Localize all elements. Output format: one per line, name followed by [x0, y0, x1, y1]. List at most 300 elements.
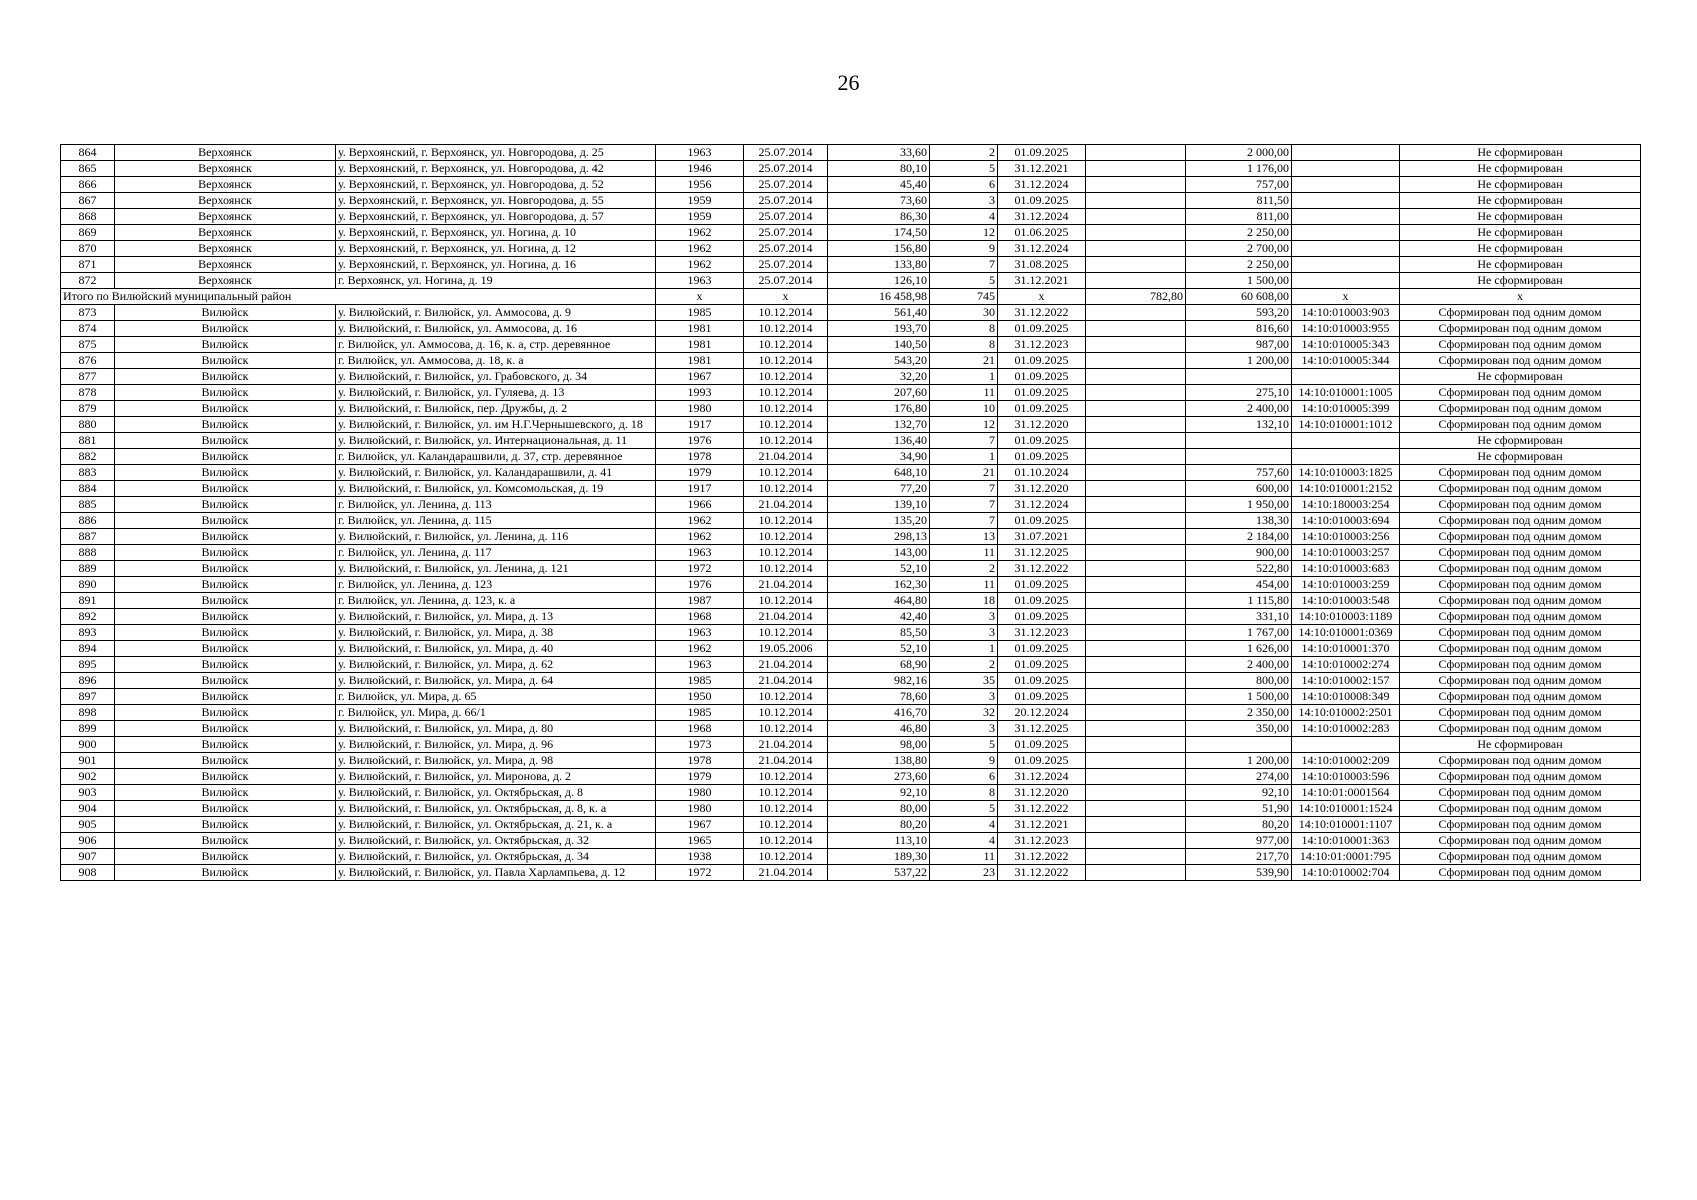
housing-registry-table: [60, 144, 1641, 881]
land-area-value-cell: 811,00: [1186, 209, 1292, 225]
table-row: [61, 801, 1641, 817]
row-number-cell: 867: [61, 193, 115, 209]
settlement-name-cell: Вилюйск: [115, 417, 336, 433]
table-row: [61, 577, 1641, 593]
land-status-cell: Сформирован под одним домом: [1400, 705, 1641, 721]
table-row: [61, 513, 1641, 529]
recognition-date-cell: 10.12.2014: [744, 401, 828, 417]
address-cell: г. Вилюйск, ул. Ленина, д. 117: [336, 545, 656, 561]
residents-count-cell: 5: [930, 161, 998, 177]
year-built-cell: 1962: [656, 641, 744, 657]
resettlement-deadline-cell: 01.09.2025: [998, 385, 1086, 401]
land-area-value-cell: 816,60: [1186, 321, 1292, 337]
residents-count-cell: 18: [930, 593, 998, 609]
area-value-cell: 68,90: [828, 657, 930, 673]
resettlement-deadline-cell: 01.09.2025: [998, 369, 1086, 385]
settlement-name-cell: Вилюйск: [115, 337, 336, 353]
address-cell: у. Верхоянский, г. Верхоянск, ул. Ногина, д. 16: [336, 257, 656, 273]
residents-count-cell: 1: [930, 449, 998, 465]
land-status-cell: Сформирован под одним домом: [1400, 833, 1641, 849]
area-value-cell: 92,10: [828, 785, 930, 801]
year-built-cell: 1967: [656, 369, 744, 385]
total-date: x: [744, 289, 828, 305]
recognition-date-cell: 10.12.2014: [744, 321, 828, 337]
land-area-value-cell: [1186, 449, 1292, 465]
recognition-date-cell: 21.04.2014: [744, 657, 828, 673]
row-number-cell: 908: [61, 865, 115, 881]
area-value-cell: 42,40: [828, 609, 930, 625]
recognition-date-cell: 25.07.2014: [744, 273, 828, 289]
cadastral-number-cell: [1292, 209, 1400, 225]
extra-value-cell: [1086, 385, 1186, 401]
area-value-cell: 86,30: [828, 209, 930, 225]
extra-value-cell: [1086, 849, 1186, 865]
settlement-name-cell: Вилюйск: [115, 369, 336, 385]
residents-count-cell: 11: [930, 577, 998, 593]
address-cell: у. Вилюйский, г. Вилюйск, ул. Октябрьская, д. 21, к. а: [336, 817, 656, 833]
land-area-value-cell: 138,30: [1186, 513, 1292, 529]
settlement-name-cell: Вилюйск: [115, 657, 336, 673]
extra-value-cell: [1086, 865, 1186, 881]
settlement-name-cell: Вилюйск: [115, 353, 336, 369]
residents-count-cell: 11: [930, 385, 998, 401]
cadastral-number-cell: 14:10:010003:257: [1292, 545, 1400, 561]
residents-count-cell: 4: [930, 209, 998, 225]
settlement-name-cell: Вилюйск: [115, 449, 336, 465]
resettlement-deadline-cell: 31.12.2023: [998, 337, 1086, 353]
recognition-date-cell: 25.07.2014: [744, 193, 828, 209]
extra-value-cell: [1086, 273, 1186, 289]
year-built-cell: 1987: [656, 593, 744, 609]
address-cell: у. Вилюйский, г. Вилюйск, ул. Мира, д. 62: [336, 657, 656, 673]
settlement-name-cell: Вилюйск: [115, 753, 336, 769]
extra-value-cell: [1086, 225, 1186, 241]
land-area-value-cell: 51,90: [1186, 801, 1292, 817]
extra-value-cell: [1086, 209, 1186, 225]
settlement-name-cell: Вилюйск: [115, 497, 336, 513]
residents-count-cell: 7: [930, 257, 998, 273]
resettlement-deadline-cell: 01.09.2025: [998, 689, 1086, 705]
address-cell: г. Верхоянск, ул. Ногина, д. 19: [336, 273, 656, 289]
resettlement-deadline-cell: 31.12.2022: [998, 305, 1086, 321]
row-number-cell: 891: [61, 593, 115, 609]
table-row: [61, 481, 1641, 497]
cadastral-number-cell: 14:10:010003:683: [1292, 561, 1400, 577]
cadastral-number-cell: [1292, 257, 1400, 273]
land-status-cell: Сформирован под одним домом: [1400, 657, 1641, 673]
settlement-name-cell: Верхоянск: [115, 161, 336, 177]
resettlement-deadline-cell: 01.09.2025: [998, 193, 1086, 209]
year-built-cell: 1962: [656, 241, 744, 257]
extra-value-cell: [1086, 641, 1186, 657]
resettlement-deadline-cell: 31.12.2025: [998, 545, 1086, 561]
land-area-value-cell: 92,10: [1186, 785, 1292, 801]
resettlement-deadline-cell: 01.09.2025: [998, 321, 1086, 337]
land-status-cell: Сформирован под одним домом: [1400, 577, 1641, 593]
extra-value-cell: [1086, 529, 1186, 545]
land-area-value-cell: 1 500,00: [1186, 689, 1292, 705]
year-built-cell: 1950: [656, 689, 744, 705]
row-number-cell: 898: [61, 705, 115, 721]
area-value-cell: 162,30: [828, 577, 930, 593]
table-row: [61, 225, 1641, 241]
extra-value-cell: [1086, 721, 1186, 737]
residents-count-cell: 1: [930, 369, 998, 385]
extra-value-cell: [1086, 753, 1186, 769]
land-area-value-cell: 2 700,00: [1186, 241, 1292, 257]
extra-value-cell: [1086, 769, 1186, 785]
total-label: Итого по Вилюйский муниципальный район: [61, 289, 656, 305]
table-row: [61, 193, 1641, 209]
row-number-cell: 869: [61, 225, 115, 241]
total-status: x: [1400, 289, 1641, 305]
cadastral-number-cell: 14:10:010001:1107: [1292, 817, 1400, 833]
table-row: [61, 561, 1641, 577]
extra-value-cell: [1086, 241, 1186, 257]
address-cell: г. Вилюйск, ул. Мира, д. 65: [336, 689, 656, 705]
land-status-cell: Сформирован под одним домом: [1400, 801, 1641, 817]
row-number-cell: 901: [61, 753, 115, 769]
resettlement-deadline-cell: 31.12.2024: [998, 209, 1086, 225]
area-value-cell: 126,10: [828, 273, 930, 289]
land-area-value-cell: 1 200,00: [1186, 753, 1292, 769]
area-value-cell: 543,20: [828, 353, 930, 369]
table-row: [61, 257, 1641, 273]
resettlement-deadline-cell: 01.09.2025: [998, 577, 1086, 593]
address-cell: у. Вилюйский, г. Вилюйск, ул. Октябрьская, д. 34: [336, 849, 656, 865]
year-built-cell: 1980: [656, 785, 744, 801]
recognition-date-cell: 25.07.2014: [744, 209, 828, 225]
settlement-name-cell: Вилюйск: [115, 817, 336, 833]
cadastral-number-cell: 14:10:010003:694: [1292, 513, 1400, 529]
land-area-value-cell: 1 767,00: [1186, 625, 1292, 641]
extra-value-cell: [1086, 353, 1186, 369]
address-cell: у. Вилюйский, г. Вилюйск, ул. Мира, д. 40: [336, 641, 656, 657]
land-area-value-cell: 217,70: [1186, 849, 1292, 865]
area-value-cell: 176,80: [828, 401, 930, 417]
cadastral-number-cell: 14:10:01:0001564: [1292, 785, 1400, 801]
residents-count-cell: 21: [930, 465, 998, 481]
residents-count-cell: 5: [930, 737, 998, 753]
row-number-cell: 872: [61, 273, 115, 289]
residents-count-cell: 7: [930, 481, 998, 497]
land-status-cell: Не сформирован: [1400, 225, 1641, 241]
resettlement-deadline-cell: 31.12.2023: [998, 625, 1086, 641]
residents-count-cell: 12: [930, 225, 998, 241]
land-area-value-cell: 757,60: [1186, 465, 1292, 481]
land-area-value-cell: 80,20: [1186, 817, 1292, 833]
land-status-cell: Сформирован под одним домом: [1400, 385, 1641, 401]
address-cell: у. Вилюйский, г. Вилюйск, ул. Миронова, д. 2: [336, 769, 656, 785]
year-built-cell: 1963: [656, 145, 744, 161]
row-number-cell: 876: [61, 353, 115, 369]
resettlement-deadline-cell: 01.09.2025: [998, 641, 1086, 657]
settlement-name-cell: Вилюйск: [115, 689, 336, 705]
land-area-value-cell: 800,00: [1186, 673, 1292, 689]
total-residents: 745: [930, 289, 998, 305]
settlement-name-cell: Верхоянск: [115, 209, 336, 225]
land-status-cell: Сформирован под одним домом: [1400, 673, 1641, 689]
address-cell: у. Вилюйский, г. Вилюйск, ул. Мира, д. 64: [336, 673, 656, 689]
area-value-cell: 648,10: [828, 465, 930, 481]
row-number-cell: 906: [61, 833, 115, 849]
row-number-cell: 894: [61, 641, 115, 657]
residents-count-cell: 5: [930, 273, 998, 289]
area-value-cell: 52,10: [828, 641, 930, 657]
year-built-cell: 1976: [656, 433, 744, 449]
resettlement-deadline-cell: 01.09.2025: [998, 433, 1086, 449]
land-area-value-cell: 2 350,00: [1186, 705, 1292, 721]
area-value-cell: 140,50: [828, 337, 930, 353]
table-row: [61, 785, 1641, 801]
address-cell: у. Вилюйский, г. Вилюйск, ул. Мира, д. 98: [336, 753, 656, 769]
table-row: [61, 753, 1641, 769]
settlement-name-cell: Верхоянск: [115, 241, 336, 257]
land-area-value-cell: 757,00: [1186, 177, 1292, 193]
land-status-cell: Сформирован под одним домом: [1400, 753, 1641, 769]
settlement-name-cell: Вилюйск: [115, 737, 336, 753]
table-row: [61, 865, 1641, 881]
land-status-cell: Сформирован под одним домом: [1400, 593, 1641, 609]
area-value-cell: 156,80: [828, 241, 930, 257]
year-built-cell: 1980: [656, 801, 744, 817]
row-number-cell: 896: [61, 673, 115, 689]
resettlement-deadline-cell: 31.12.2024: [998, 769, 1086, 785]
land-status-cell: Сформирован под одним домом: [1400, 689, 1641, 705]
table-row: [61, 721, 1641, 737]
recognition-date-cell: 10.12.2014: [744, 529, 828, 545]
table-row: [61, 177, 1641, 193]
resettlement-deadline-cell: 31.12.2021: [998, 817, 1086, 833]
land-status-cell: Сформирован под одним домом: [1400, 353, 1641, 369]
cadastral-number-cell: [1292, 193, 1400, 209]
row-number-cell: 900: [61, 737, 115, 753]
table-row: [61, 625, 1641, 641]
row-number-cell: 870: [61, 241, 115, 257]
address-cell: у. Верхоянский, г. Верхоянск, ул. Новгородова, д. 25: [336, 145, 656, 161]
year-built-cell: 1965: [656, 833, 744, 849]
resettlement-deadline-cell: 01.10.2024: [998, 465, 1086, 481]
residents-count-cell: 6: [930, 769, 998, 785]
residents-count-cell: 6: [930, 177, 998, 193]
resettlement-deadline-cell: 31.12.2022: [998, 561, 1086, 577]
table-row: [61, 417, 1641, 433]
land-status-cell: Не сформирован: [1400, 273, 1641, 289]
table-row: [61, 161, 1641, 177]
extra-value-cell: [1086, 321, 1186, 337]
recognition-date-cell: 21.04.2014: [744, 673, 828, 689]
table-row: [61, 353, 1641, 369]
table-row: [61, 497, 1641, 513]
resettlement-deadline-cell: 01.09.2025: [998, 673, 1086, 689]
row-number-cell: 888: [61, 545, 115, 561]
residents-count-cell: 13: [930, 529, 998, 545]
area-value-cell: 80,00: [828, 801, 930, 817]
resettlement-deadline-cell: 31.12.2020: [998, 785, 1086, 801]
resettlement-deadline-cell: 01.09.2025: [998, 401, 1086, 417]
land-area-value-cell: 331,10: [1186, 609, 1292, 625]
year-built-cell: 1985: [656, 705, 744, 721]
address-cell: у. Верхоянский, г. Верхоянск, ул. Ногина, д. 10: [336, 225, 656, 241]
land-status-cell: Сформирован под одним домом: [1400, 785, 1641, 801]
row-number-cell: 878: [61, 385, 115, 401]
extra-value-cell: [1086, 673, 1186, 689]
address-cell: у. Вилюйский, г. Вилюйск, ул. Ленина, д. 116: [336, 529, 656, 545]
land-area-value-cell: 600,00: [1186, 481, 1292, 497]
land-area-value-cell: 1 626,00: [1186, 641, 1292, 657]
land-area-value-cell: 522,80: [1186, 561, 1292, 577]
area-value-cell: 73,60: [828, 193, 930, 209]
year-built-cell: 1981: [656, 353, 744, 369]
land-area-value-cell: 900,00: [1186, 545, 1292, 561]
settlement-name-cell: Вилюйск: [115, 385, 336, 401]
land-area-value-cell: 2 400,00: [1186, 657, 1292, 673]
cadastral-number-cell: 14:10:010003:548: [1292, 593, 1400, 609]
address-cell: у. Вилюйский, г. Вилюйск, ул. Мира, д. 96: [336, 737, 656, 753]
settlement-name-cell: Вилюйск: [115, 609, 336, 625]
row-number-cell: 892: [61, 609, 115, 625]
address-cell: у. Вилюйский, г. Вилюйск, ул. Гуляева, д. 13: [336, 385, 656, 401]
residents-count-cell: 12: [930, 417, 998, 433]
table-row: [61, 849, 1641, 865]
land-area-value-cell: 987,00: [1186, 337, 1292, 353]
table-row: [61, 273, 1641, 289]
residents-count-cell: 23: [930, 865, 998, 881]
settlement-name-cell: Вилюйск: [115, 545, 336, 561]
recognition-date-cell: 25.07.2014: [744, 145, 828, 161]
settlement-name-cell: Вилюйск: [115, 529, 336, 545]
extra-value-cell: [1086, 689, 1186, 705]
settlement-name-cell: Верхоянск: [115, 225, 336, 241]
table-row: [61, 593, 1641, 609]
recognition-date-cell: 10.12.2014: [744, 625, 828, 641]
land-status-cell: Не сформирован: [1400, 161, 1641, 177]
land-status-cell: Не сформирован: [1400, 433, 1641, 449]
extra-value-cell: [1086, 145, 1186, 161]
cadastral-number-cell: [1292, 737, 1400, 753]
land-area-value-cell: 2 250,00: [1186, 225, 1292, 241]
year-built-cell: 1956: [656, 177, 744, 193]
extra-value-cell: [1086, 625, 1186, 641]
year-built-cell: 1967: [656, 817, 744, 833]
cadastral-number-cell: 14:10:010001:2152: [1292, 481, 1400, 497]
cadastral-number-cell: [1292, 273, 1400, 289]
residents-count-cell: 10: [930, 401, 998, 417]
resettlement-deadline-cell: 31.12.2021: [998, 161, 1086, 177]
settlement-name-cell: Вилюйск: [115, 481, 336, 497]
land-area-value-cell: [1186, 737, 1292, 753]
land-status-cell: Сформирован под одним домом: [1400, 465, 1641, 481]
residents-count-cell: 30: [930, 305, 998, 321]
land-area-value-cell: 1 950,00: [1186, 497, 1292, 513]
address-cell: у. Вилюйский, г. Вилюйск, ул. Интернациональная, д. 11: [336, 433, 656, 449]
table-row: [61, 689, 1641, 705]
recognition-date-cell: 21.04.2014: [744, 737, 828, 753]
extra-value-cell: [1086, 161, 1186, 177]
extra-value-cell: [1086, 817, 1186, 833]
cadastral-number-cell: 14:10:010002:274: [1292, 657, 1400, 673]
year-built-cell: 1978: [656, 449, 744, 465]
table-row: [61, 433, 1641, 449]
land-status-cell: Сформирован под одним домом: [1400, 641, 1641, 657]
year-built-cell: 1963: [656, 545, 744, 561]
resettlement-deadline-cell: 01.06.2025: [998, 225, 1086, 241]
cadastral-number-cell: 14:10:010002:157: [1292, 673, 1400, 689]
resettlement-deadline-cell: 31.08.2025: [998, 257, 1086, 273]
residents-count-cell: 3: [930, 625, 998, 641]
row-number-cell: 883: [61, 465, 115, 481]
cadastral-number-cell: 14:10:010002:209: [1292, 753, 1400, 769]
resettlement-deadline-cell: 20.12.2024: [998, 705, 1086, 721]
address-cell: у. Верхоянский, г. Верхоянск, ул. Новгородова, д. 57: [336, 209, 656, 225]
row-number-cell: 875: [61, 337, 115, 353]
residents-count-cell: 8: [930, 321, 998, 337]
area-value-cell: 207,60: [828, 385, 930, 401]
land-status-cell: Не сформирован: [1400, 241, 1641, 257]
land-status-cell: Сформирован под одним домом: [1400, 337, 1641, 353]
extra-value-cell: [1086, 369, 1186, 385]
resettlement-deadline-cell: 31.12.2025: [998, 721, 1086, 737]
resettlement-deadline-cell: 31.12.2022: [998, 849, 1086, 865]
residents-count-cell: 21: [930, 353, 998, 369]
cadastral-number-cell: 14:10:010002:704: [1292, 865, 1400, 881]
recognition-date-cell: 25.07.2014: [744, 241, 828, 257]
area-value-cell: 189,30: [828, 849, 930, 865]
residents-count-cell: 2: [930, 657, 998, 673]
row-number-cell: 905: [61, 817, 115, 833]
row-number-cell: 877: [61, 369, 115, 385]
residents-count-cell: 2: [930, 145, 998, 161]
row-number-cell: 879: [61, 401, 115, 417]
settlement-name-cell: Вилюйск: [115, 401, 336, 417]
land-status-cell: Сформирован под одним домом: [1400, 609, 1641, 625]
recognition-date-cell: 21.04.2014: [744, 609, 828, 625]
year-built-cell: 1981: [656, 321, 744, 337]
recognition-date-cell: 10.12.2014: [744, 417, 828, 433]
area-value-cell: 113,10: [828, 833, 930, 849]
row-number-cell: 866: [61, 177, 115, 193]
extra-value-cell: [1086, 177, 1186, 193]
area-value-cell: 273,60: [828, 769, 930, 785]
residents-count-cell: 2: [930, 561, 998, 577]
residents-count-cell: 3: [930, 193, 998, 209]
area-value-cell: 133,80: [828, 257, 930, 273]
table-row: [61, 705, 1641, 721]
resettlement-deadline-cell: 31.12.2024: [998, 241, 1086, 257]
settlement-name-cell: Вилюйск: [115, 721, 336, 737]
land-status-cell: Сформирован под одним домом: [1400, 497, 1641, 513]
recognition-date-cell: 10.12.2014: [744, 561, 828, 577]
resettlement-deadline-cell: 01.09.2025: [998, 449, 1086, 465]
land-status-cell: Сформирован под одним домом: [1400, 529, 1641, 545]
recognition-date-cell: 10.12.2014: [744, 785, 828, 801]
recognition-date-cell: 25.07.2014: [744, 257, 828, 273]
area-value-cell: 80,20: [828, 817, 930, 833]
settlement-name-cell: Вилюйск: [115, 305, 336, 321]
cadastral-number-cell: 14:10:180003:254: [1292, 497, 1400, 513]
total-row: [61, 289, 1641, 305]
cadastral-number-cell: [1292, 369, 1400, 385]
registry-body: [61, 145, 1641, 881]
land-status-cell: Сформирован под одним домом: [1400, 561, 1641, 577]
area-value-cell: 138,80: [828, 753, 930, 769]
settlement-name-cell: Вилюйск: [115, 673, 336, 689]
row-number-cell: 890: [61, 577, 115, 593]
land-area-value-cell: 977,00: [1186, 833, 1292, 849]
settlement-name-cell: Вилюйск: [115, 433, 336, 449]
cadastral-number-cell: 14:10:010003:259: [1292, 577, 1400, 593]
resettlement-deadline-cell: 31.12.2020: [998, 417, 1086, 433]
